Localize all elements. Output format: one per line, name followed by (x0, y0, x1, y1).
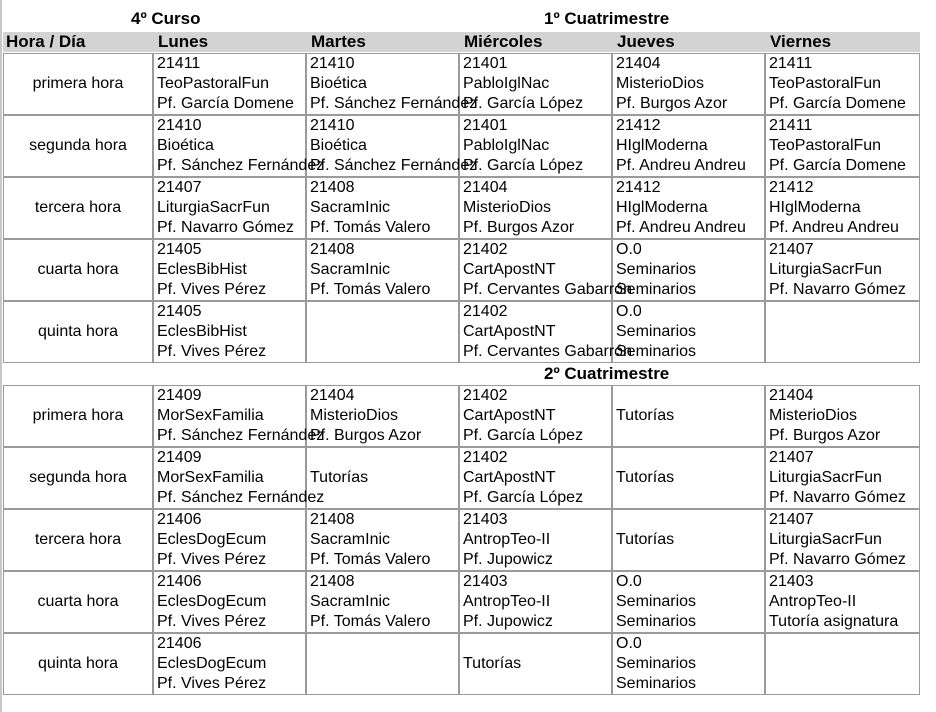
professor-name: Pf. García Domene (157, 95, 294, 112)
course-name: Seminarios (616, 593, 697, 610)
hour-label: tercera hora (3, 509, 153, 571)
schedule-row (3, 447, 920, 509)
course-name: EclesDogEcum (157, 593, 267, 610)
course-name: TeoPastoralFun (157, 75, 270, 92)
course-code: 21405 (157, 241, 202, 258)
class-cell-monday (153, 115, 325, 177)
class-cell-tuesday (306, 115, 478, 177)
course-name: SacramInic (310, 199, 391, 216)
class-cell-thursday (612, 239, 765, 301)
course-name: CartApostNT (463, 469, 556, 486)
class-cell-tuesday (306, 53, 478, 115)
professor-name: Pf. Andreu Andreu (616, 157, 746, 174)
course-code: 21408 (310, 179, 355, 196)
professor-name: Seminarios (616, 675, 697, 692)
hour-label: primera hora (3, 53, 153, 115)
course-code: 21406 (157, 573, 202, 590)
course-code: 21402 (463, 303, 508, 320)
course-code: 21412 (769, 179, 814, 196)
class-cell-thursday (612, 571, 765, 633)
class-cell-tuesday (306, 239, 459, 301)
class-cell-friday (765, 633, 920, 695)
schedule-table-sem1 (3, 53, 920, 363)
course-name: SacramInic (310, 531, 391, 548)
course-name: AntropTeo-II (463, 531, 551, 548)
professor-name: Pf. Navarro Gómez (157, 219, 294, 236)
class-cell-thursday (612, 177, 765, 239)
class-cell-friday (765, 385, 920, 447)
professor-name: Pf. Burgos Azor (310, 427, 422, 444)
professor-name: Pf. Andreu Andreu (769, 219, 899, 236)
class-cell-wednesday (459, 633, 612, 695)
title-row (0, 9, 936, 29)
col-header-thursday: Jueves (617, 32, 675, 51)
professor-name: Pf. Andreu Andreu (616, 219, 746, 236)
course-name: Seminarios (616, 655, 697, 672)
course-code: 21403 (463, 511, 508, 528)
professor-name: Pf. García Domene (769, 157, 906, 174)
professor-name: Pf. Navarro Gómez (769, 551, 906, 568)
cell-note: Tutorías (310, 469, 369, 486)
cell-note: Tutorías (616, 531, 675, 548)
class-cell-wednesday (459, 571, 612, 633)
schedule-row (3, 239, 920, 301)
course-name: CartApostNT (463, 407, 556, 424)
course-code: 21411 (769, 117, 813, 134)
course-name: SacramInic (310, 593, 391, 610)
professor-name: Pf. García López (463, 95, 584, 112)
class-cell-wednesday (459, 509, 612, 571)
schedule-row (3, 53, 920, 115)
course-code: 21404 (310, 387, 355, 404)
course-code: 21404 (769, 387, 814, 404)
class-cell-monday (153, 633, 306, 695)
course-code: 21408 (310, 241, 355, 258)
course-code: 21407 (769, 449, 814, 466)
professor-name: Pf. Vives Pérez (157, 675, 267, 692)
professor-name: Pf. Jupowicz (463, 551, 553, 568)
course-name: EclesBibHist (157, 323, 247, 340)
col-header-wednesday: Miércoles (464, 32, 543, 51)
course-code: 21411 (157, 55, 201, 72)
course-name: MisterioDios (463, 199, 552, 216)
course-name: Seminarios (616, 323, 697, 340)
course-code: 21412 (616, 179, 661, 196)
course-name: Bioética (310, 137, 367, 154)
course-code: 21402 (463, 387, 508, 404)
class-cell-thursday (612, 509, 765, 571)
course-code: 21410 (157, 117, 202, 134)
professor-name: Pf. Burgos Azor (616, 95, 728, 112)
course-name: LiturgiaSacrFun (769, 531, 882, 548)
professor-name: Pf. Tomás Valero (310, 281, 431, 298)
course-name: TeoPastoralFun (769, 137, 882, 154)
class-cell-thursday (612, 447, 765, 509)
schedule-row (3, 571, 920, 633)
course-name: MorSexFamilia (157, 407, 264, 424)
course-code: 21407 (769, 511, 814, 528)
class-cell-tuesday (306, 301, 459, 363)
professor-name: Pf. García López (463, 489, 584, 506)
hour-label: quinta hora (3, 301, 153, 363)
professor-name: Pf. Sánchez Fernández (310, 157, 478, 174)
course-code: 21405 (157, 303, 202, 320)
course-name: EclesBibHist (157, 261, 247, 278)
schedule-row (3, 301, 920, 363)
schedule-row (3, 633, 920, 695)
course-name: Bioética (310, 75, 367, 92)
class-cell-friday (765, 509, 920, 571)
class-cell-tuesday (306, 571, 459, 633)
professor-name: Pf. Sánchez Fernández (310, 95, 478, 112)
course-title: 4º Curso (131, 9, 201, 28)
class-cell-thursday (612, 53, 765, 115)
course-name: AntropTeo-II (769, 593, 857, 610)
course-code: 21407 (157, 179, 202, 196)
course-code: 21403 (463, 573, 508, 590)
course-code: 21401 (463, 55, 508, 72)
hour-label: quinta hora (3, 633, 153, 695)
professor-name: Pf. Cervantes Gabarrón (463, 343, 632, 360)
course-code: 21406 (157, 511, 202, 528)
class-cell-friday (765, 239, 920, 301)
class-cell-friday (765, 115, 920, 177)
class-cell-monday (153, 447, 325, 509)
course-code: 21404 (463, 179, 508, 196)
course-name: LiturgiaSacrFun (769, 261, 882, 278)
course-name: TeoPastoralFun (769, 75, 882, 92)
class-cell-wednesday (459, 385, 612, 447)
course-name: PabloIglNac (463, 75, 550, 92)
course-code: 21411 (769, 55, 813, 72)
class-cell-wednesday (459, 447, 612, 509)
course-code: 21410 (310, 117, 355, 134)
professor-name: Pf. García Domene (769, 95, 906, 112)
course-code: 21402 (463, 449, 508, 466)
hour-label: cuarta hora (3, 239, 153, 301)
course-code: 21402 (463, 241, 508, 258)
semester-2-title: 2º Cuatrimestre (544, 364, 670, 383)
class-cell-friday (765, 177, 920, 239)
hour-label: segunda hora (3, 447, 153, 509)
col-header-friday: Viernes (770, 32, 832, 51)
course-code: 21412 (616, 117, 661, 134)
professor-name: Pf. Burgos Azor (463, 219, 575, 236)
professor-name: Pf. Navarro Gómez (769, 281, 906, 298)
col-header-hour: Hora / Día (6, 32, 86, 51)
professor-name: Pf. Tomás Valero (310, 613, 431, 630)
course-code: 21407 (769, 241, 814, 258)
class-cell-monday (153, 301, 306, 363)
class-cell-monday (153, 385, 325, 447)
class-cell-wednesday (459, 115, 612, 177)
course-code: 21406 (157, 635, 202, 652)
column-header-row (3, 32, 920, 52)
class-cell-thursday (612, 633, 765, 695)
schedule-row (3, 385, 920, 447)
class-cell-monday (153, 239, 306, 301)
class-cell-thursday (612, 301, 765, 363)
professor-name: Pf. Jupowicz (463, 613, 553, 630)
class-cell-monday (153, 53, 306, 115)
professor-name: Tutoría asignatura (769, 613, 899, 630)
course-code: 21408 (310, 511, 355, 528)
hour-label: primera hora (3, 385, 153, 447)
course-name: MisterioDios (769, 407, 858, 424)
class-cell-tuesday (306, 177, 459, 239)
professor-name: Seminarios (616, 343, 697, 360)
class-cell-tuesday (306, 633, 459, 695)
class-cell-wednesday (459, 53, 612, 115)
professor-name: Pf. Vives Pérez (157, 613, 267, 630)
schedule-row (3, 115, 920, 177)
professor-name: Pf. Vives Pérez (157, 281, 267, 298)
course-code: 21403 (769, 573, 814, 590)
professor-name: Pf. Vives Pérez (157, 551, 267, 568)
course-code: O.0 (616, 303, 642, 320)
course-name: Bioética (157, 137, 214, 154)
course-name: PabloIglNac (463, 137, 550, 154)
professor-name: Seminarios (616, 281, 697, 298)
course-code: 21404 (616, 55, 661, 72)
course-code: O.0 (616, 241, 642, 258)
class-cell-friday (765, 301, 920, 363)
course-code: 21409 (157, 387, 202, 404)
course-code: O.0 (616, 573, 642, 590)
col-header-tuesday: Martes (311, 32, 366, 51)
professor-name: Pf. García López (463, 157, 584, 174)
course-name: MisterioDios (310, 407, 399, 424)
course-name: LiturgiaSacrFun (157, 199, 270, 216)
course-name: HIglModerna (616, 199, 708, 216)
course-name: MisterioDios (616, 75, 705, 92)
class-cell-thursday (612, 385, 765, 447)
schedule-table-sem2 (3, 385, 920, 695)
professor-name: Pf. García López (463, 427, 584, 444)
hour-label: cuarta hora (3, 571, 153, 633)
class-cell-wednesday (459, 177, 612, 239)
course-name: HIglModerna (769, 199, 861, 216)
schedule-row (3, 509, 920, 571)
course-code: 21408 (310, 573, 355, 590)
course-code: 21401 (463, 117, 508, 134)
col-header-monday: Lunes (158, 32, 209, 51)
professor-name: Pf. Cervantes Gabarrón (463, 281, 632, 298)
class-cell-monday (153, 571, 306, 633)
course-name: CartApostNT (463, 261, 556, 278)
professor-name: Pf. Sánchez Fernández (157, 489, 325, 506)
cell-note: Tutorías (463, 655, 522, 672)
hour-label: tercera hora (3, 177, 153, 239)
course-name: Seminarios (616, 261, 697, 278)
professor-name: Seminarios (616, 613, 697, 630)
professor-name: Pf. Sánchez Fernández (157, 157, 325, 174)
class-cell-thursday (612, 115, 765, 177)
course-name: EclesDogEcum (157, 655, 267, 672)
schedule-row (3, 177, 920, 239)
class-cell-tuesday (306, 385, 459, 447)
professor-name: Pf. Tomás Valero (310, 219, 431, 236)
cell-note: Tutorías (616, 469, 675, 486)
course-name: SacramInic (310, 261, 391, 278)
course-code: 21409 (157, 449, 202, 466)
course-name: MorSexFamilia (157, 469, 264, 486)
professor-name: Pf. Sánchez Fernández (157, 427, 325, 444)
class-cell-friday (765, 571, 920, 633)
class-cell-tuesday (306, 509, 459, 571)
left-edge-border (0, 0, 2, 712)
semester-1-title: 1º Cuatrimestre (544, 9, 670, 28)
professor-name: Pf. Navarro Gómez (769, 489, 906, 506)
class-cell-monday (153, 509, 306, 571)
professor-name: Pf. Burgos Azor (769, 427, 881, 444)
course-code: 21410 (310, 55, 355, 72)
professor-name: Pf. Vives Pérez (157, 343, 267, 360)
cell-note: Tutorías (616, 407, 675, 424)
class-cell-friday (765, 447, 920, 509)
course-name: EclesDogEcum (157, 531, 267, 548)
class-cell-monday (153, 177, 306, 239)
course-name: LiturgiaSacrFun (769, 469, 882, 486)
hour-label: segunda hora (3, 115, 153, 177)
class-cell-tuesday (306, 447, 459, 509)
course-name: AntropTeo-II (463, 593, 551, 610)
class-cell-friday (765, 53, 920, 115)
course-name: CartApostNT (463, 323, 556, 340)
course-code: O.0 (616, 635, 642, 652)
course-name: HIglModerna (616, 137, 708, 154)
professor-name: Pf. Tomás Valero (310, 551, 431, 568)
